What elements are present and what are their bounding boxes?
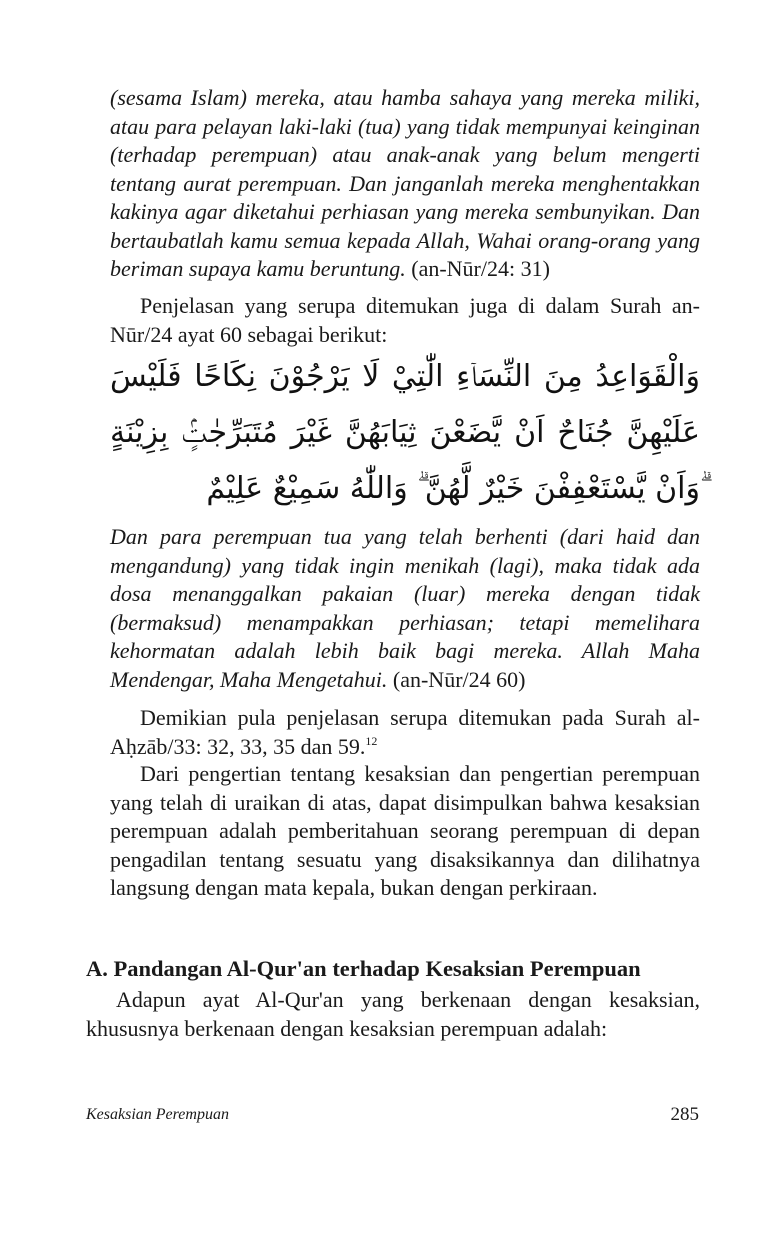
- paragraph-similar-verses: [110, 704, 700, 761]
- quote-translation-2: [110, 523, 700, 694]
- arabic-verse: وَالْقَوَاعِدُ مِنَ النِّسَاۤءِ الّٰتِيْ لَا يَرْجُوْنَ نِكَاحًا فَلَيْسَ عَلَيْهِنَّ جُنَاحٌ اَنْ يَّضَعْنَ ثِيَابَهُنَّ غَيْرَ مُتَبَرِّجٰتٍۢ بِزِيْنَةٍ ۗوَاَنْ يَّسْتَعْفِفْنَ خَيْرٌ لَّهُنَّ ۗ وَاللّٰهُ سَمِيْعٌ عَلِيْمٌ: [110, 359, 700, 506]
- quote-text: (sesama Islam) mereka, atau hamba sahaya yang mereka miliki, atau para pelayan laki-laki (tua) yang tidak mempunyai keinginan (terhadap perempuan) atau anak-anak yang belum mengerti tentang aurat perempuan. Dan janganlah mereka menghentakkan kakinya agar diketahui perhiasan yang mereka sembunyikan. Dan bertaubatlah kamu semua kepada Allah, Wahai orang-orang yang beriman supaya kamu beruntung.: [110, 85, 700, 281]
- running-footer-title: Kesaksian Perempuan: [86, 1106, 229, 1123]
- quote-citation: (an-Nūr/24: 31): [405, 256, 550, 281]
- quote-citation: (an-Nūr/24 60): [387, 666, 526, 692]
- quote-translation-1: [110, 84, 700, 284]
- paragraph-intro-verse: Penjelasan yang serupa ditemukan juga di dalam Surah an-Nūr/24 ayat 60 sebagai berikut:: [110, 293, 700, 347]
- paragraph-conclusion: Dari pengertian tentang kesaksian dan pengertian perempuan yang telah di uraikan di atas, dapat disimpulkan bahwa kesaksian perempuan adalah pemberitahuan seorang perempuan di depan pengadilan tentang sesuatu yang disaksikannya dan dilihatnya langsung dengan mata kepala, bukan dengan perkiraan.: [110, 761, 700, 900]
- quote-text: Dan para perempuan tua yang telah berhenti (dari haid dan mengandung) yang tidak ingin menikah (lagi), maka tidak ada dosa menanggalkan pakaian (luar) mereka dengan tidak (bermaksud) menampakkan perhiasan; tetapi memelihara kehormatan adalah lebih baik bagi mereka. Allah Maha Mendengar, Maha Mengetahui.: [110, 524, 700, 692]
- paragraph-text: Demikian pula penjelasan serupa ditemukan pada Surah al-Aḥzāb/33: 32, 33, 35 dan 59.: [110, 705, 700, 759]
- footnote-marker: 12: [365, 733, 378, 748]
- section-heading: A. Pandangan Al-Qur'an terhadap Kesaksian Perempuan: [86, 956, 641, 981]
- page-number: 285: [670, 1104, 699, 1125]
- paragraph-section-intro: Adapun ayat Al-Qur'an yang berkenaan dengan kesaksian, khususnya berkenaan dengan kesaksian perempuan adalah:: [86, 987, 700, 1041]
